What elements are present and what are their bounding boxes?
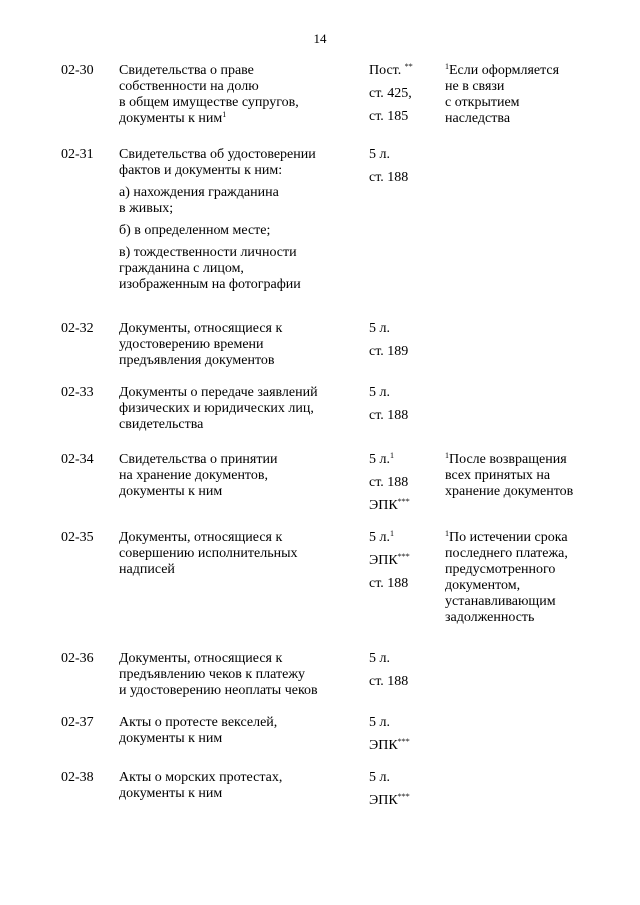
list-item: а) нахождения гражданина (119, 185, 279, 200)
entry-title: Свидетельства о принятии на хранение документов, документы к ним (119, 452, 278, 499)
list-item: изображенным на фотографии (119, 277, 301, 292)
footnote-mark: *** (397, 497, 410, 506)
list-item: гражданина с лицом, (119, 261, 244, 276)
footnote-mark: *** (397, 737, 410, 746)
entry-note: $^1$После возвращения всех принятых на хранение документов (445, 451, 574, 499)
entry-title: Свидетельства о праве собственности на долю в общем имуществе супругов, документы к ним$^1$ (119, 63, 299, 126)
footnote-mark: 1 (445, 62, 449, 71)
entry-title: Акты о морских протестах, документы к ним (119, 770, 283, 801)
entry-retention-period: 5 л. ст. 189 (369, 321, 409, 359)
entry-code: 02-31 (61, 147, 94, 162)
page-number: 14 (313, 31, 327, 46)
entry-retention-period: 5 л. ЭПК*** (369, 715, 410, 753)
entry-code: 02-35 (61, 530, 94, 545)
entry-retention-period: 5 л. ЭПК*** (369, 770, 410, 808)
entry-code: 02-38 (61, 770, 94, 785)
footnote-mark: ** (404, 62, 413, 71)
footnote-mark: *** (397, 552, 410, 561)
footnote-mark: 1 (222, 110, 227, 119)
footnote-mark: *** (397, 792, 410, 801)
entry-code: 02-33 (61, 385, 94, 400)
entry-title: Документы, относящиеся к совершению исполнительных надписей (119, 530, 298, 577)
list-item: в) тождественности личности (119, 245, 297, 260)
entry-note: $^1$По истечении срока последнего платежа, предусмотренного документом, устанавливающим задолженность (445, 529, 568, 625)
entry-title: Документы, относящиеся к предъявлению чеков к платежу и удостоверению неоплаты чеков (119, 651, 318, 698)
footnote-mark: 1 (390, 529, 394, 538)
entry-retention-period: Пост. ** ст. 425, ст. 185 (369, 62, 413, 124)
footnote-mark: 1 (390, 451, 394, 460)
entry-code: 02-30 (61, 63, 94, 78)
list-item: в живых; (119, 201, 174, 216)
footnote-mark: 1 (445, 529, 449, 538)
list-item: б) в определенном месте; (119, 223, 271, 238)
entry-retention-period: 5 л. ст. 188 (369, 651, 409, 689)
entry-title: Документы о передаче заявлений физических и юридических лиц, свидетельства (119, 385, 318, 432)
entry-retention-period: 5 л. ст. 188 (369, 385, 409, 423)
entry-title: Документы, относящиеся к удостоверению времени предъявления документов (119, 321, 283, 368)
entry-title: Свидетельства об удостоверении фактов и документы к ним: а) нахождения гражданина в живых; б) в определенном месте; в) тождественности личности гражданина с лицом, изображенным на фотографии (119, 147, 359, 293)
entry-retention-period: 5 л.$^1$ ст. 188 ЭПК*** (369, 451, 410, 513)
entry-note: $^1$Если оформляется не в связи с открытием наследства (445, 62, 560, 126)
entry-code: 02-37 (61, 715, 94, 730)
entry-retention-period: 5 л. ст. 188 (369, 147, 409, 185)
entry-code: 02-34 (61, 452, 94, 467)
entry-code: 02-36 (61, 651, 94, 666)
entry-retention-period: 5 л.$^1$ ЭПК*** ст. 188 (369, 529, 410, 591)
entry-title: Акты о протесте векселей, документы к ним (119, 715, 278, 746)
footnote-mark: 1 (445, 451, 449, 460)
entry-code: 02-32 (61, 321, 94, 336)
